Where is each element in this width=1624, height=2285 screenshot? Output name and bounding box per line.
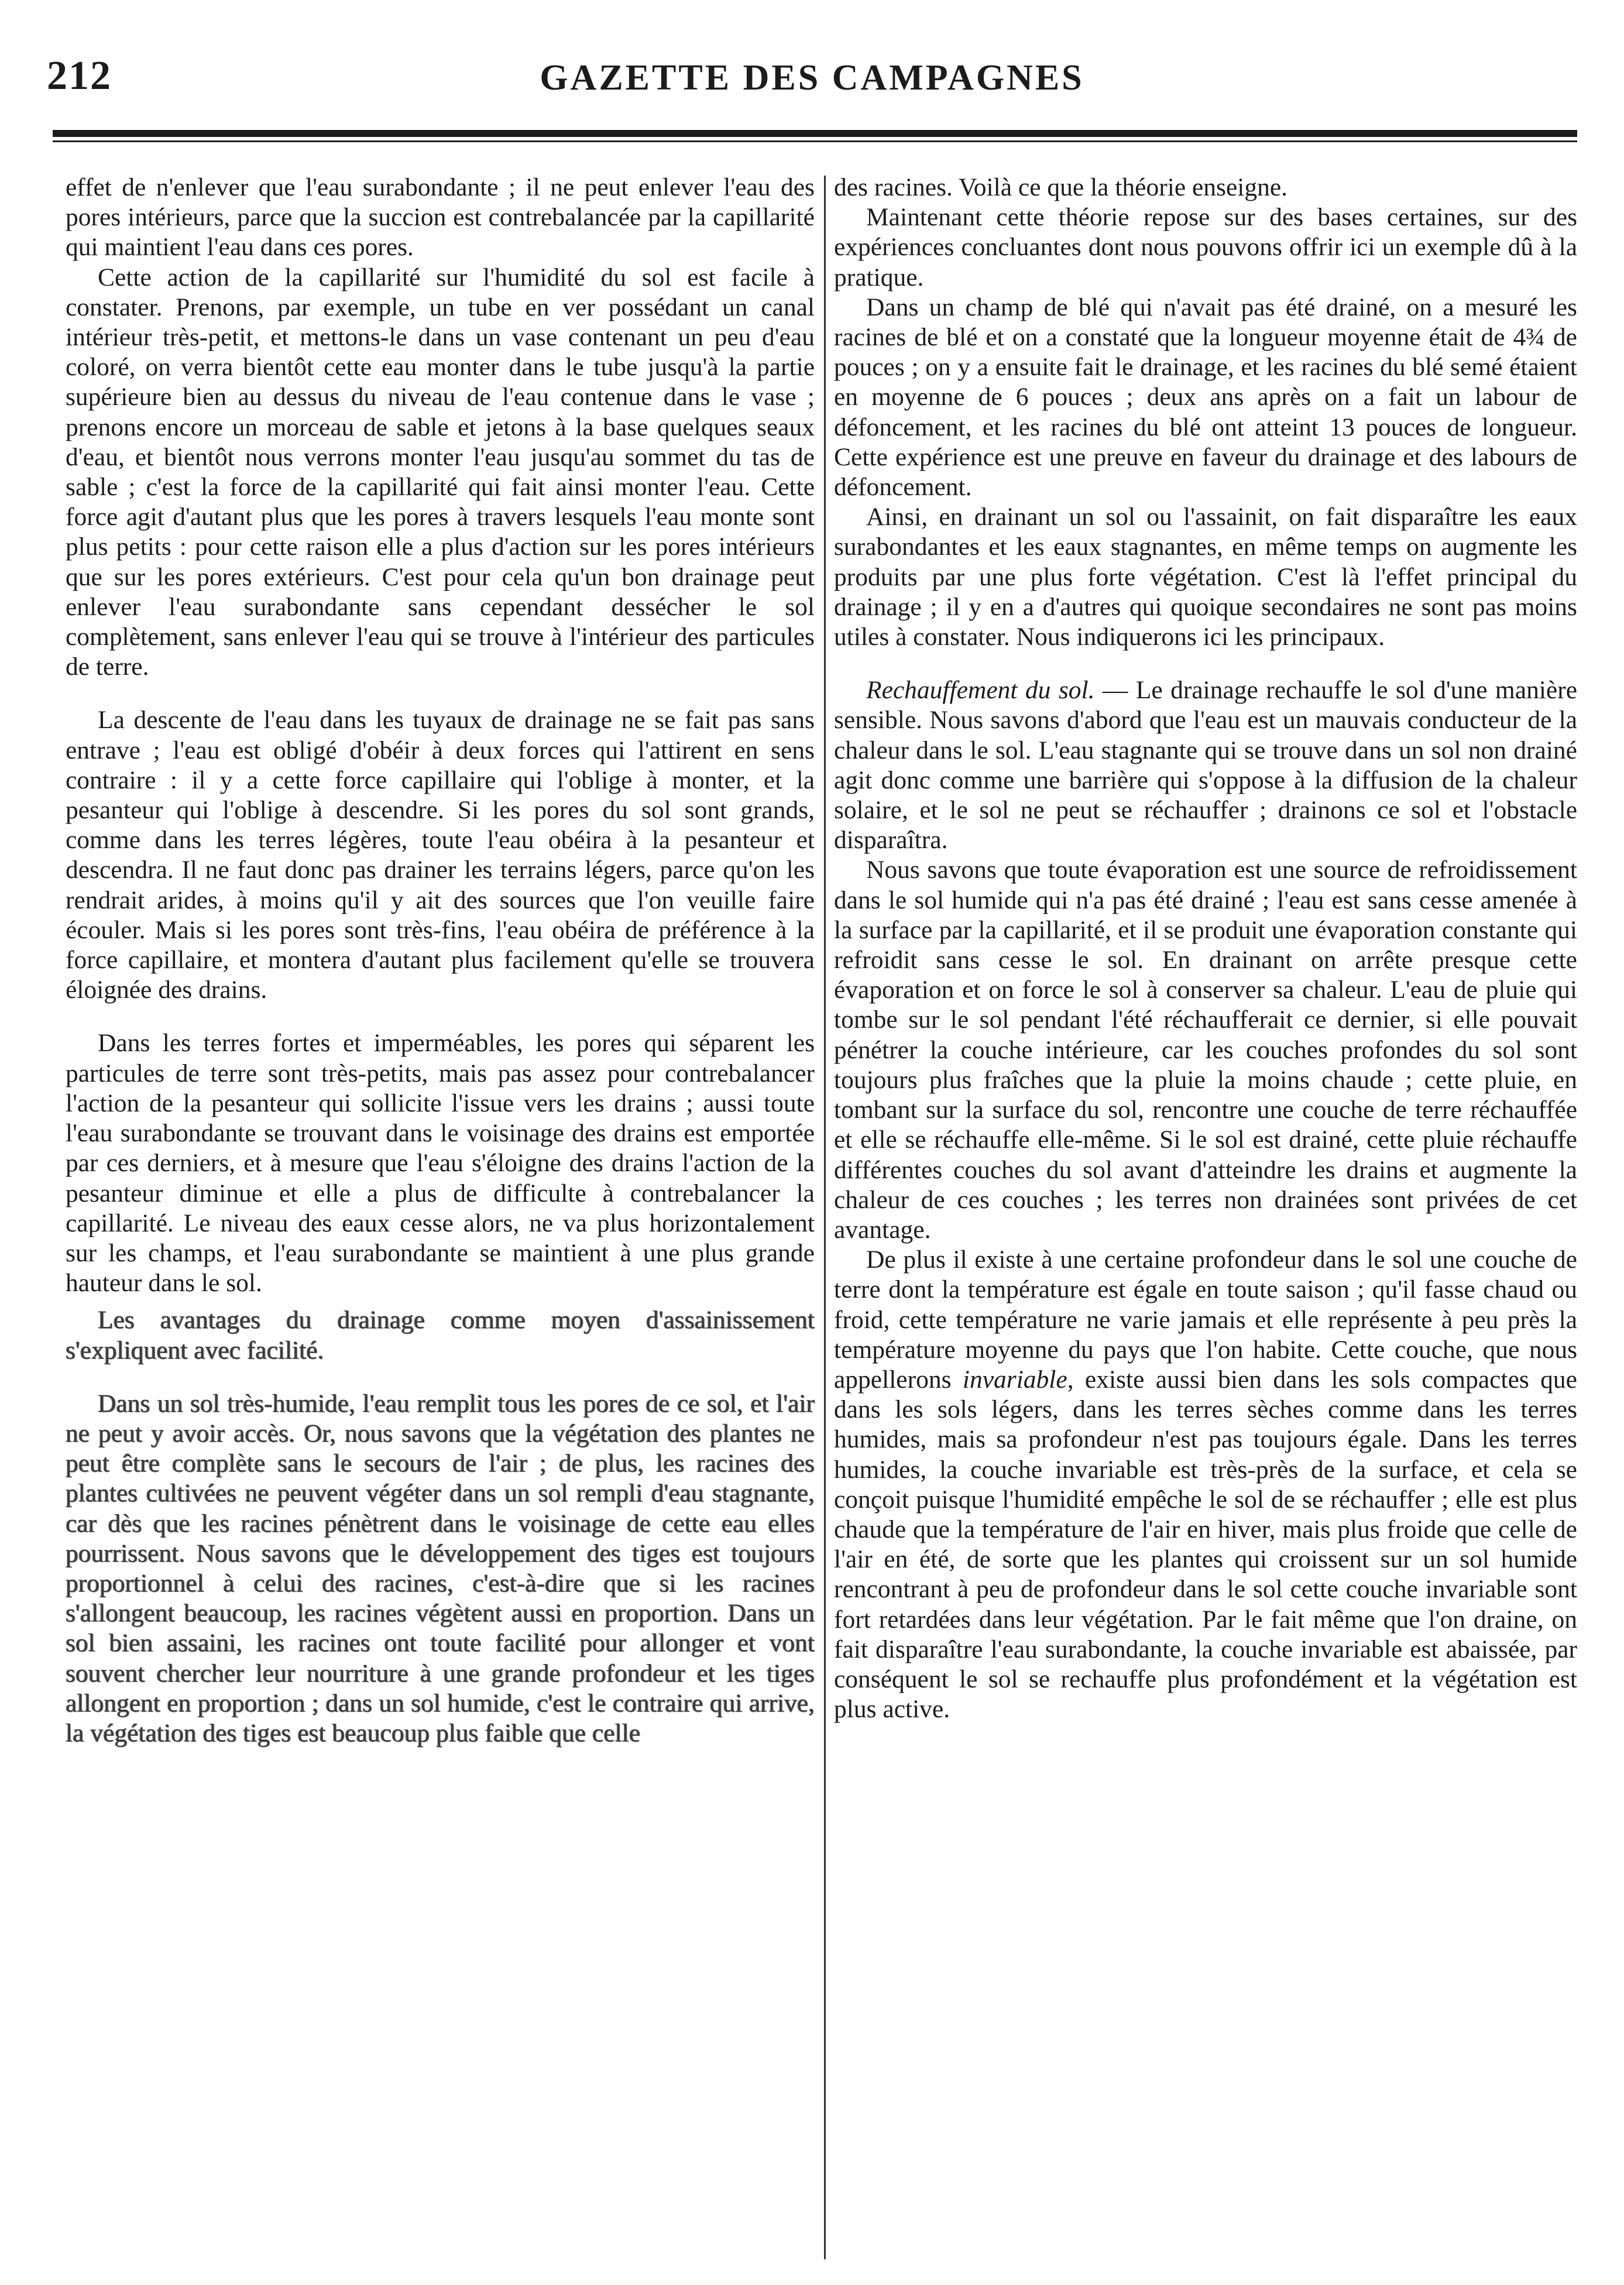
right-paragraph-2: Maintenant cette théorie repose sur des bases certaines, sur des expériences concluantes dont nous pouvons offrir ici un exemple dû à la pratique. <box>834 203 1577 291</box>
left-paragraph-5: Les avantages du drainage comme moyen d'assainissement s'expliquent avec facilité. <box>66 1306 815 1364</box>
left-paragraph-3: La descente de l'eau dans les tuyaux de drainage ne se fait pas sans entrave ; l'eau est obligé d'obéir à deux forces qui l'attirent en sens contraire : il y a cette force capillaire qui l'oblige à monter, et la pesanteur qui l'oblige à descendre. Si les pores du sol sont grands, comme dans les terres légères, toute l'eau obéira à la pesanteur et descendra. Il ne faut donc pas drainer les terrains légers, parce qu'on les rendrait arides, à moins qu'il y ait des sources que l'on veuille faire écouler. Mais si les pores sont très-fins, l'eau obéira de préférence à la force capillaire, et montera d'autant plus facilement qu'elle se trouvera éloignée des drains. <box>66 706 815 1004</box>
left-paragraph-2: Cette action de la capillarité sur l'humidité du sol est facile à constater. Prenons, par exemple, un tube en ver possédant un canal intérieur très-petit, et mettons-le dans un vase contenant un peu d'eau coloré, on verra bientôt cette eau monter dans le tube jusqu'à la partie supérieure bien au dessus du niveau de l'eau contenue dans le vase ; prenons encore un morceau de sable et jetons à la base quelques seaux d'eau, et bientôt nous verrons monter l'eau jusqu'au sommet du tas de sable ; c'est la force de la capillarité qui fait ainsi monter l'eau. Cette force agit d'autant plus que les pores à travers lesquels l'eau monte sont plus petits : pour cette raison elle a plus d'action sur les pores intérieurs que sur les pores extérieurs. C'est pour cela qu'un bon drainage peut enlever l'eau surabondante sans cependant dessécher le sol complètement, sans enlever l'eau qui se trouve à l'intérieur des particules de terre. <box>66 263 815 681</box>
right-paragraph-7-text-a: De plus il existe à une certaine profondeur dans le sol une couche de terre dont la température est égale en toute saison ; qu'il fasse chaud ou froid, cette température ne varie jamais et elle représente à peu près la température moyenne du pays que l'on habite. Cette couche, que nous appellerons <box>834 1246 1577 1394</box>
right-column <box>834 173 1577 1724</box>
column-divider <box>824 176 826 2259</box>
right-paragraph-5-text: — Le drainage rechauffe le sol d'une manière sensible. Nous savons d'abord que l'eau est un mauvais conducteur de la chaleur dans le sol. L'eau stagnante qui se trouve dans un sol non drainé agit donc comme une barrière qui s'oppose à la diffusion de la chaleur solaire, et le sol ne peut se réchauffer ; drainons ce sol et l'obstacle disparaîtra. <box>834 676 1577 855</box>
term-invariable: invariable <box>962 1365 1067 1394</box>
left-column <box>66 173 815 1748</box>
header-rule-thick <box>53 130 1577 137</box>
right-paragraph-3: Dans un champ de blé qui n'avait pas été drainé, on a mesuré les racines de blé et on a constaté que la longueur moyenne était de 4¾ de pouces ; on y a ensuite fait le drainage, et les racines du blé semé étaient en moyenne de 6 pouces ; deux ans après on a fait un labour de défoncement, et les racines du blé ont atteint 13 pouces de longueur. Cette expérience est une preuve en faveur du drainage et des labours de défoncement. <box>834 293 1577 502</box>
page-header <box>35 41 1589 129</box>
right-paragraph-7-text-b: , existe aussi bien dans les sols compactes que dans les sols légers, dans les terres sèches comme dans les terres humides, mais sa profondeur n'est pas toujours égale. Dans les terres humides, la couche invariable est très-près de la surface, et cela se conçoit puisque l'humidité empêche le sol de se réchauffer ; elle est plus chaude que la température de l'air en hiver, mais plus froide que celle de l'air en été, de sorte que les plantes qui croissent sur un sol humide rencontrant à peu de profondeur dans le sol cette couche invariable sont fort retardées dans leur végétation. Par le fait même que l'on draine, on fait disparaître l'eau surabondante, la couche invariable est abaissée, par conséquent le sol se rechauffe plus profondément et la végétation est plus active. <box>834 1365 1577 1724</box>
right-paragraph-5 <box>834 675 1577 855</box>
right-paragraph-7 <box>834 1245 1577 1724</box>
left-paragraph-4: Dans les terres fortes et imperméables, les pores qui séparent les particules de terre sont très-petits, mais pas assez pour contrebalancer l'action de la pesanteur qui sollicite l'issue vers les drains ; aussi toute l'eau surabondante se trouvant dans le voisinage des drains est emportée par ces derniers, et à mesure que l'eau s'éloigne des drains l'action de la pesanteur diminue et elle a plus de difficulte à contrebalancer la capillarité. Le niveau des eaux cesse alors, ne va plus horizontalement sur les champs, et l'eau surabondante se maintient à une plus grande hauteur dans le sol. <box>66 1029 815 1298</box>
section-heading-rechauffement: Rechauffement du sol. <box>866 676 1095 705</box>
right-paragraph-4: Ainsi, en drainant un sol ou l'assainit, on fait disparaître les eaux surabondantes et les eaux stagnantes, en même temps on augmente les produits par une plus forte végétation. C'est là l'effet principal du drainage ; il y en a d'autres qui quoique secondaires ne sont pas moins utiles à constater. Nous indiquerons ici les principaux. <box>834 503 1577 651</box>
right-paragraph-6: Nous savons que toute évaporation est une source de refroidissement dans le sol humide qui n'a pas été drainé ; l'eau est sans cesse amenée à la surface par la capillarité, et il se produit une évaporation constante qui refroidit sans cesse le sol. En drainant on arrête presque cette évaporation et on force le sol à conserver sa chaleur. L'eau de pluie qui tombe sur le sol pendant l'été réchaufferait ce dernier, si elle pouvait pénétrer la couche intérieure, car les couches profondes du sol sont toujours plus fraîches que la pluie la moins chaude ; cette pluie, en tombant sur la surface du sol, rencontre une couche de terre réchauffée et elle se réchauffe elle-même. Si le sol est drainé, cette pluie réchauffe différentes couches du sol avant d'atteindre les drains et augmente la chaleur de ces couches ; les terres non drainées sont privées de cet avantage. <box>834 856 1577 1244</box>
right-paragraph-1: des racines. Voilà ce que la théorie enseigne. <box>834 173 1288 201</box>
left-paragraph-6: Dans un sol très-humide, l'eau remplit tous les pores de ce sol, et l'air ne peut y avoir accès. Or, nous savons que la végétation des plantes ne peut être complète sans le secours de l'air ; de plus, les racines des plantes cultivées ne peuvent végéter dans un sol rempli d'eau stagnante, car dès que les racines pénètrent dans le voisinage de cette eau elles pourrissent. Nous savons que le développement des tiges est toujours proportionnel à celui des racines, c'est-à-dire que si les racines s'allongent beaucoup, les racines végètent aussi en proportion. Dans un sol bien assaini, les racines ont toute facilité pour allonger et vont souvent chercher leur nourriture à une grande profondeur et les tiges allongent en proportion ; dans un sol humide, c'est le contraire qui arrive, la végétation des tiges est beaucoup plus faible que celle <box>66 1389 815 1747</box>
page-number: 212 <box>47 53 112 98</box>
left-paragraph-1: effet de n'enlever que l'eau surabondante ; il ne peut enlever l'eau des pores intérieurs, parce que la succion est contrebalancée par la capillarité qui maintient l'eau dans ces pores. <box>66 173 815 262</box>
header-rule-thin <box>53 140 1577 142</box>
journal-title: GAZETTE DES CAMPAGNES <box>540 58 1084 98</box>
